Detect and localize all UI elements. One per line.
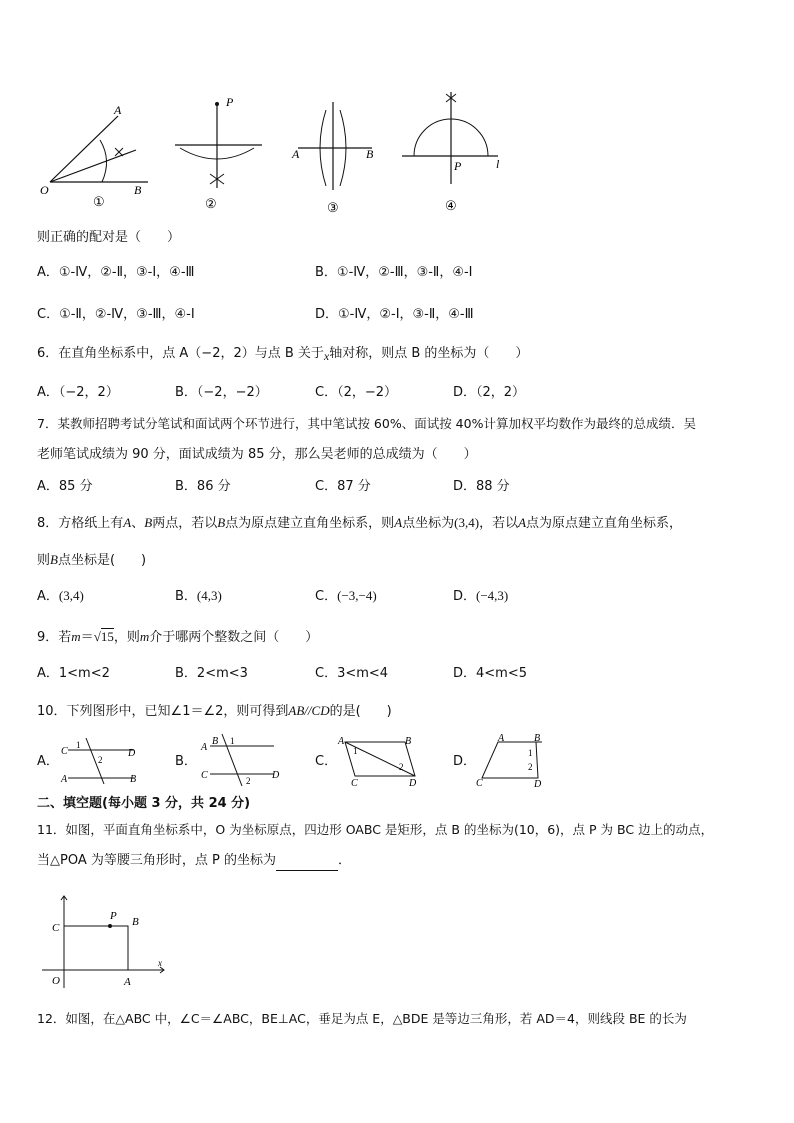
fig1-label-o: O (40, 183, 49, 197)
q9-sqrt: √15 (93, 629, 114, 644)
section-2-heading: 二、填空题(每小题 3 分，共 24 分) (37, 796, 251, 811)
q6-option-a[interactable]: A．（−2，2） (37, 385, 119, 400)
q8-var-b2: B (217, 515, 226, 530)
svg-text:A: A (338, 736, 345, 747)
q11-fig-c: C (52, 922, 60, 934)
q11-fig-x: x (158, 958, 162, 968)
q8-option-c[interactable] (315, 586, 377, 606)
q8-option-a-value: (3,4) (58, 588, 84, 603)
q7-option-b[interactable]: B．86 分 (175, 479, 231, 494)
q9-text-3: 介于哪两个整数之间（ ） (149, 630, 319, 645)
q9-equals: ＝ (80, 630, 94, 645)
q8-option-a-letter: A． (37, 589, 59, 604)
figure-1-angle-bisector (40, 103, 148, 209)
q8-text-3: 两点，若以 (152, 516, 218, 531)
q11-fig-a: A (124, 976, 131, 988)
q6-var-x: x (323, 349, 330, 363)
q9-var-m: m (71, 629, 81, 644)
svg-text:2: 2 (246, 776, 251, 786)
fig1-label-a: A (114, 103, 122, 117)
q6-option-b[interactable]: B．（−2，−2） (175, 385, 268, 400)
q11-fig-b: B (132, 916, 139, 928)
q10-figure-a[interactable] (58, 734, 140, 784)
q10-option-b-letter[interactable]: B． (175, 754, 197, 769)
q10-stem (37, 701, 392, 721)
q10-cd: CD (311, 703, 330, 718)
q9-option-a[interactable]: A．1<m<2 (37, 666, 110, 681)
svg-text:2: 2 (98, 755, 103, 765)
q8-option-d-value: (−4,3) (476, 588, 509, 603)
q10-option-a-letter[interactable]: A． (37, 754, 59, 769)
q11-answer-blank[interactable] (276, 856, 338, 871)
q8-text-4: 点为原点建立直角坐标系，则 (225, 516, 395, 531)
q8-var-a3: A (518, 515, 527, 530)
q8-text-1: 8．方格纸上有 (37, 516, 124, 531)
q7-option-c[interactable]: C．87 分 (315, 479, 371, 494)
q10-figure-d[interactable] (472, 732, 554, 788)
q8-l2-var-b: B (50, 552, 58, 567)
q9-text-1: 9．若 (37, 630, 72, 645)
q8-option-d-letter: D． (453, 589, 477, 604)
q10-option-d-letter[interactable]: D． (453, 754, 477, 769)
fig1-number: ① (93, 194, 105, 209)
q8-option-c-letter: C． (315, 589, 338, 604)
q8-text-6: ，若以 (479, 516, 519, 531)
q6-stem-a: 6．在直角坐标系中，点 A（−2，2）与点 B 关于 (37, 346, 324, 361)
q5-option-a[interactable]: A．①-Ⅳ，②-Ⅱ，③-Ⅰ，④-Ⅲ (37, 265, 195, 280)
svg-text:1: 1 (76, 740, 81, 750)
q9-option-b[interactable]: B．2<m<3 (175, 666, 248, 681)
q8-option-a[interactable] (37, 586, 84, 606)
svg-text:A: A (498, 733, 505, 744)
fig1-label-b: B (134, 183, 142, 197)
q10-ab: AB (288, 703, 305, 718)
q9-var-m2: m (139, 629, 150, 644)
q6-stem-b: 轴对称，则点 B 的坐标为（ ） (329, 346, 529, 361)
svg-text:C: C (201, 770, 208, 781)
q8-option-b-letter: B． (175, 589, 197, 604)
q10-figure-b[interactable] (198, 732, 284, 786)
q8-text-5: 点坐标为 (402, 516, 455, 531)
q11-line-2 (37, 851, 351, 871)
q11-line-2-text: 当△POA 为等腰三角形时，点 P 的坐标为 (37, 853, 276, 868)
svg-text:C: C (61, 746, 68, 757)
svg-text:D: D (534, 779, 542, 788)
q10-option-c-letter[interactable]: C． (315, 754, 338, 769)
svg-text:C: C (476, 778, 483, 788)
q8-option-c-value: (−3,−4) (337, 588, 377, 603)
q8-text-7: 点为原点建立直角坐标系， (526, 516, 683, 531)
q9-stem (37, 627, 318, 647)
svg-text:D: D (128, 748, 136, 759)
q11-fig-p: P (110, 910, 117, 922)
svg-text:1: 1 (353, 746, 358, 756)
svg-text:B: B (130, 774, 137, 784)
q8-l2-text-a: 则 (37, 553, 51, 568)
svg-text:1: 1 (528, 748, 533, 758)
q7-line-1: 7．某教师招聘考试分笔试和面试两个环节进行，其中笔试按 60%、面试按 40%计算加权平均数作为最终的总成绩．吴 (37, 416, 696, 431)
q5-stem: 则正确的配对是（ ） (37, 230, 181, 245)
svg-text:B: B (212, 736, 219, 747)
svg-text:2: 2 (528, 762, 533, 772)
svg-text:A: A (61, 774, 68, 784)
q10-text-2: 的是( ) (329, 704, 392, 719)
fig3-label-a: A (292, 147, 300, 161)
q10-parallel: // (304, 703, 312, 718)
fig2-number: ② (205, 196, 217, 211)
q9-text-2: ，则 (113, 630, 140, 645)
q9-option-c[interactable]: C．3<m<4 (315, 666, 389, 681)
q9-option-d[interactable]: D．4<m<5 (453, 666, 528, 681)
q10-figure-c[interactable] (335, 734, 421, 786)
q11-line-1: 11．如图，平面直角坐标系中，O 为坐标原点，四边形 OABC 是矩形，点 B 的坐标为(10，6)，点 P 为 BC 边上的动点， (37, 822, 714, 837)
fig4-label-l: l (496, 157, 500, 171)
svg-text:B: B (405, 736, 412, 747)
q8-var-a: A (123, 515, 132, 530)
q7-option-a[interactable]: A．85 分 (37, 479, 93, 494)
q8-var-a2: A (394, 515, 403, 530)
q8-coord: (3,4) (454, 515, 480, 530)
q8-line-2 (37, 550, 146, 570)
q5-option-d[interactable]: D．①-Ⅳ，②-Ⅰ，③-Ⅱ，④-Ⅲ (315, 307, 474, 322)
fig2-label-p: P (226, 95, 234, 109)
figure-3-perpendicular-bisector (291, 102, 374, 215)
q8-line-1 (37, 513, 682, 533)
fig3-number: ③ (327, 200, 339, 215)
fig4-number: ④ (445, 198, 457, 213)
q5-option-c[interactable]: C．①-Ⅱ，②-Ⅳ，③-Ⅲ，④-Ⅰ (37, 307, 195, 322)
svg-text:D: D (409, 778, 417, 786)
q7-option-d[interactable]: D．88 分 (453, 479, 510, 494)
fig4-label-p: P (454, 159, 462, 173)
svg-text:C: C (351, 778, 358, 786)
figure-4-perpendicular-through-point (402, 92, 500, 213)
q11-line-2-end: ． (337, 853, 351, 868)
construction-figures (30, 90, 510, 215)
q11-figure (40, 892, 170, 990)
q5-option-b[interactable]: B．①-Ⅳ，②-Ⅲ，③-Ⅱ，④-Ⅰ (315, 265, 473, 280)
q9-sqrt-value: 15 (100, 629, 114, 644)
svg-text:A: A (201, 742, 208, 753)
svg-text:2: 2 (399, 762, 404, 772)
fig3-label-b: B (366, 147, 374, 161)
svg-text:B: B (534, 733, 541, 744)
q8-text-2: 、 (131, 516, 145, 531)
q8-var-b: B (144, 515, 153, 530)
q11-fig-o: O (52, 975, 60, 987)
q10-text-1: 10．下列图形中，已知∠1＝∠2，则可得到 (37, 704, 289, 719)
q6-stem (37, 343, 528, 363)
svg-text:D: D (272, 770, 280, 781)
figure-2-perpendicular-from-point (175, 95, 262, 211)
q6-option-d[interactable]: D．（2，2） (453, 385, 526, 400)
q8-option-b-value: (4,3) (196, 588, 222, 603)
svg-text:1: 1 (230, 736, 235, 746)
q8-option-d[interactable] (453, 586, 508, 606)
q6-option-c[interactable]: C．（2，−2） (315, 385, 398, 400)
q8-option-b[interactable] (175, 586, 222, 606)
q7-line-2: 老师笔试成绩为 90 分，面试成绩为 85 分，那么吴老师的总成绩为（ ） (37, 447, 477, 462)
q12-line-1: 12．如图，在△ABC 中，∠C＝∠ABC，BE⊥AC，垂足为点 E，△BDE 是等边三角形，若 AD＝4，则线段 BE 的长为 (37, 1011, 687, 1026)
q8-l2-text-b: 点坐标是( ) (57, 553, 147, 568)
